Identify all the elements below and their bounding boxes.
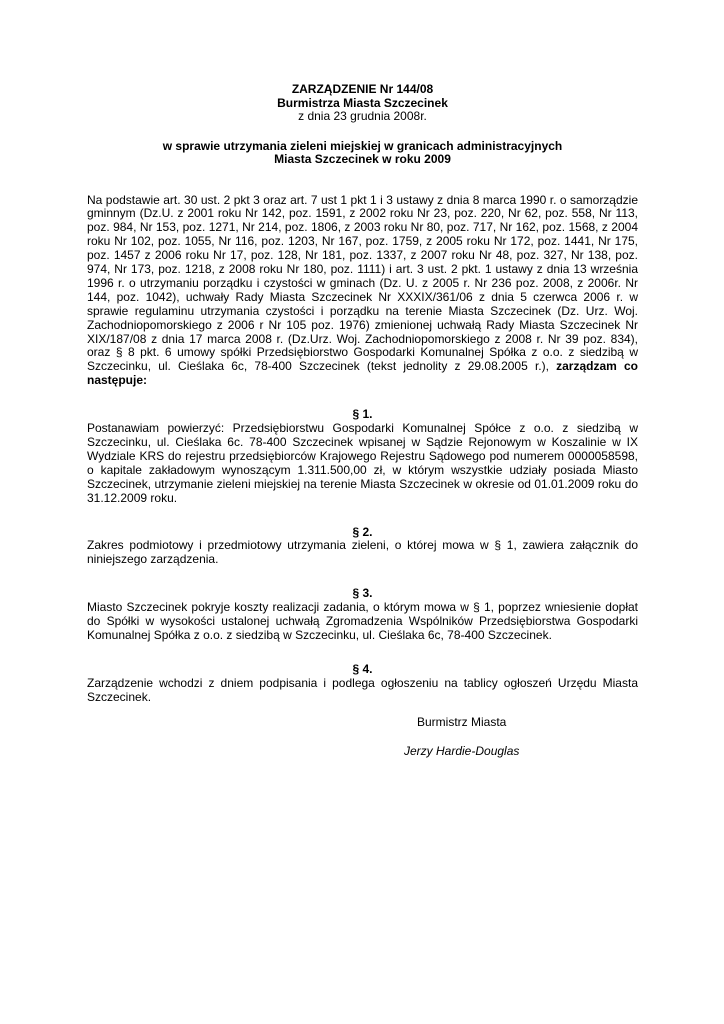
section-4 xyxy=(87,663,638,705)
preamble-emphasis: zarządzam co następuje: xyxy=(87,359,638,388)
subject-line-2: Miasta Szczecinek w roku 2009 xyxy=(274,152,451,166)
signature-name: Jerzy Hardie-Douglas xyxy=(404,744,520,758)
section-3-heading: § 3. xyxy=(352,586,373,601)
section-4-heading: § 4. xyxy=(352,661,373,676)
section-2 xyxy=(87,526,638,568)
signature-role: Burmistrz Miasta xyxy=(417,715,507,729)
section-4-text: Zarządzenie wchodzi z dniem podpisania i podlega ogłoszeniu na tablicy ogłoszeń Urzędu Miasta Szczecinek. xyxy=(87,675,638,704)
preamble-text: Na podstawie art. 30 ust. 2 pkt 3 oraz art. 7 ust 1 pkt 1 i 3 ustawy z dnia 8 marca 1990 r. o samorządzie gminnym (Dz.U. z 2001 roku Nr 142, poz. 1591, z 2002 roku Nr 23, poz. 220, Nr 62, poz. 558, Nr 113, poz. 984, Nr 153, poz. 1271, Nr 214, poz. 1806, z 2003 roku Nr 80, poz. 717, Nr 162, poz. 1568, z 2004 roku Nr 102, poz. 1055, Nr 116, poz. 1203, Nr 167, poz. 1759, z 2005 roku Nr 172, poz. 1441, Nr 175, poz. 1457 z 2006 roku Nr 17, poz. 128, Nr 181, poz. 1337, z 2007 roku Nr 48, poz. 327, Nr 138, poz. 974, Nr 173, poz. 1218, z 2008 roku Nr 180, poz. 1111) i art. 3 ust. 2 pkt. 1 ustawy z dnia 13 września 1996 r. o utrzymaniu porządku i czystości w gminach (Dz. U. z 2005 r. Nr 236 poz. 2008, z 2006r. Nr 144, poz. 1042), uchwały Rady Miasta Szczecinek Nr XXXIX/361/06 z dnia 5 czerwca 2006 r. w sprawie regulaminu utrzymania czystości i porządku na terenie Miasta Szczecinek (Dz. Urz. Woj. Zachodniopomorskiego z 2006 r Nr 105 poz. 1976) zmienionej uchwałą Rady Miasta Szczecinek Nr XIX/187/08 z dnia 17 marca 2008 r. (Dz.Urz. Woj. Zachodniopomorskiego z 2008 r. Nr 39 poz. 834), oraz § 8 pkt. 6 umowy spółki Przedsiębiorstwo Gospodarki Komunalnej Spółka z o.o. z siedzibą w Szczecinku, ul. Cieślaka 6c, 78-400 Szczecinek (tekst jednolity z 29.08.2005 r.), xyxy=(87,192,638,374)
document-title: ZARZĄDZENIE Nr 144/08 xyxy=(291,82,434,96)
document-page xyxy=(87,83,638,705)
document-subject xyxy=(87,140,638,167)
section-1-text: Postanawiam powierzyć: Przedsiębiorstwu Gospodarki Komunalnej Spółce z o.o. z siedzibą w Szczecinku, ul. Cieślaka 6c. 78-400 Szczecinek wpisanej w Sądzie Rejonowym w Koszalinie w IX Wydziale KRS do rejestru przedsiębiorców Krajowego Rejestru Sądowego pod numerem 0000058598, o kapitale zakładowym wynoszącym 1.311.500,00 zł, w którym wszystkie udziały posiada Miasto Szczecinek, utrzymanie zieleni miejskiej na terenie Miasta Szczecinek w okresie od 01.01.2009 roku do 31.12.2009 roku. xyxy=(87,421,638,505)
document-date: z dnia 23 grudnia 2008r. xyxy=(298,109,427,123)
section-1-heading: § 1. xyxy=(352,407,373,422)
section-2-heading: § 2. xyxy=(352,524,373,539)
preamble-paragraph xyxy=(87,194,638,389)
document-header xyxy=(87,83,638,124)
document-issuer: Burmistrza Miasta Szczecinek xyxy=(277,95,448,110)
section-3 xyxy=(87,587,638,643)
section-1 xyxy=(87,408,638,505)
section-3-text: Miasto Szczecinek pokryje koszty realizacji zadania, o którym mowa w § 1, poprzez wniesienie dopłat do Spółki w wysokości ustalonej uchwałą Zgromadzenia Wspólników Przedsiębiorstwa Gospodarki Komunalnej Spółka z o.o. z siedzibą w Szczecinku, ul. Cieślaka 6c, 78-400 Szczecinek. xyxy=(87,600,638,642)
subject-line-1: w sprawie utrzymania zieleni miejskiej w granicach administracyjnych xyxy=(162,138,563,153)
section-2-text: Zakres podmiotowy i przedmiotowy utrzymania zieleni, o której mowa w § 1, zawiera załącznik do niniejszego zarządzenia. xyxy=(87,538,638,567)
